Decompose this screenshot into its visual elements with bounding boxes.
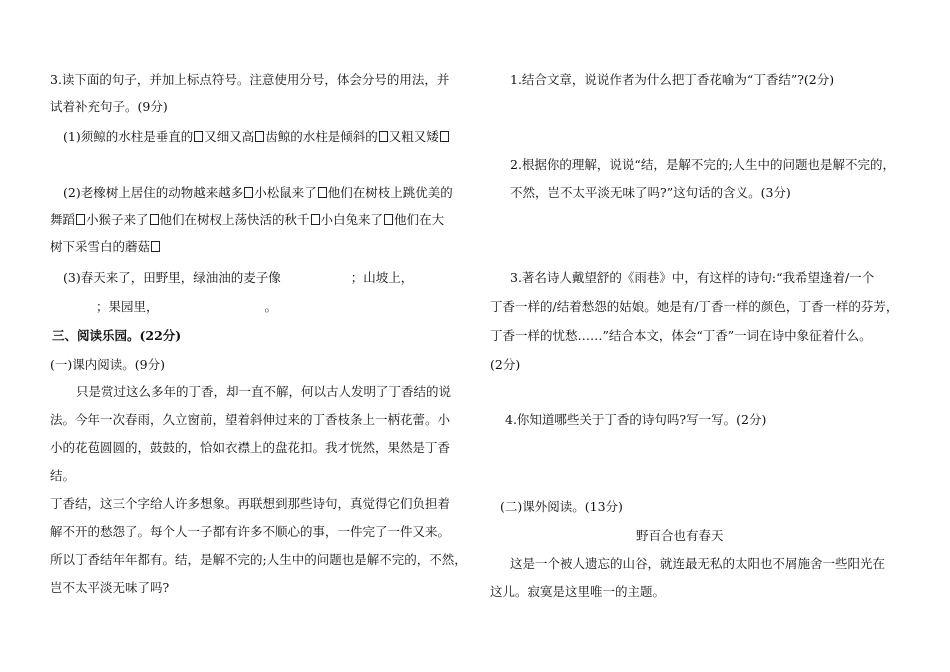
blank-box[interactable] xyxy=(244,187,253,198)
blank-box[interactable] xyxy=(255,131,264,142)
blank-box[interactable] xyxy=(194,131,203,142)
sentence-1 xyxy=(63,129,450,145)
passage-line: 解不开的愁怨了。每个人一子都有许多不顺心的事，一件完了一件又来。 xyxy=(50,524,451,539)
sentence-text: 树下采雪白的蘑菇 xyxy=(50,239,151,254)
question-1: 1.结合文章，说说作者为什么把丁香花喻为“丁香结”?(2分) xyxy=(510,72,835,87)
sentence-text: 舞蹈 xyxy=(50,212,76,227)
subsection-2-title: (二)课外阅读。(13分) xyxy=(500,499,623,514)
sentence-text: 又细又高 xyxy=(204,129,255,144)
sentence-text: 齿鲸的水柱是倾斜的 xyxy=(265,129,378,144)
blank-box[interactable] xyxy=(384,214,393,225)
sentence-text: 。 xyxy=(264,299,278,314)
sentence-2-line-2 xyxy=(50,212,444,228)
question-3-line-3: 丁香一样的忧愁……”结合本文，体会“丁香”一词在诗中象征着什么。 xyxy=(490,328,872,343)
question-2-line-2: 不然，岂不太平淡无味了吗?”这句话的含义。(3分) xyxy=(510,185,791,200)
sentence-text: 又粗又矮 xyxy=(388,129,439,144)
passage-line: 结。 xyxy=(50,468,76,483)
sentence-text: (1)须鲸的水柱是垂直的 xyxy=(63,129,194,144)
story-line: 这儿。寂寞是这里唯一的主题。 xyxy=(490,584,666,599)
sentence-text: 他们在树枝上跳优美的 xyxy=(327,185,453,200)
passage-line: 岂不太平淡无味了吗? xyxy=(50,580,170,595)
passage-line: 所以丁香结年年都有。结，是解不完的;人生中的问题也是解不完的，不然， xyxy=(50,552,467,567)
subsection-1-title: (一)课内阅读。(9分) xyxy=(50,357,165,372)
passage-line: 只是赏过这么多年的丁香，却一直不解，何以古人发明了丁香结的说 xyxy=(76,384,452,399)
sentence-2-line-1 xyxy=(63,185,453,201)
blank-box[interactable] xyxy=(311,214,320,225)
sentence-text: ；果园里， xyxy=(96,299,159,314)
sentence-text: 小松鼠来了 xyxy=(254,185,317,200)
sentence-3-line-2 xyxy=(96,299,277,315)
sentence-text: 小白兔来了 xyxy=(320,212,384,227)
blank-box[interactable] xyxy=(379,131,388,142)
sentence-2-line-3 xyxy=(50,239,161,255)
question-3-line-1: 3.著名诗人戴望舒的《雨巷》中，有这样的诗句:“我希望逢着/一个 xyxy=(510,270,875,285)
sentence-text: ；山坡上， xyxy=(350,270,414,285)
blank-box[interactable] xyxy=(318,187,327,198)
passage-line: 丁香结，这三个字给人许多想象。再联想到那些诗句，真觉得它们负担着 xyxy=(50,496,451,511)
story-line: 这是一个被人遗忘的山谷，就连最无私的太阳也不屑施舍一些阳光在 xyxy=(510,556,886,571)
sentence-text: 小猴子来了 xyxy=(86,212,149,227)
question-3-line-4: (2分) xyxy=(490,357,521,372)
question-3-title: 3.读下面的句子，并加上标点符号。注意使用分号，体会分号的用法，并 xyxy=(50,72,450,87)
question-3-title-cont: 试着补充句子。(9分) xyxy=(50,99,168,114)
sentence-text: 他们在树杈上荡快活的秋千 xyxy=(159,212,310,227)
passage-line: 法。今年一次春雨，久立窗前，望着斜伸过来的丁香枝条上一柄花蕾。小 xyxy=(50,412,451,427)
blank-box[interactable] xyxy=(76,214,85,225)
blank-box[interactable] xyxy=(151,241,160,252)
story-title: 野百合也有春天 xyxy=(636,528,724,543)
blank-box[interactable] xyxy=(150,214,159,225)
sentence-text: (3)春天来了，田野里，绿油油的麦子像 xyxy=(63,270,281,285)
question-2-line-1: 2.根据你的理解，说说“结，是解不完的;人生中的问题也是解不完的， xyxy=(510,157,896,172)
sentence-3-line-1 xyxy=(63,270,413,286)
blank-box[interactable] xyxy=(440,131,449,142)
question-4: 4.你知道哪些关于丁香的诗句吗?写一写。(2分) xyxy=(505,412,767,427)
sentence-text: 他们在大 xyxy=(394,212,445,227)
passage-line: 小的花苞圆圆的，鼓鼓的，恰如衣襟上的盘花扣。我才恍然，果然是丁香 xyxy=(50,440,451,455)
question-3-line-2: 丁香一样的/结着愁怨的姑娘。她是有/丁香一样的颜色，丁香一样的芬芳， xyxy=(490,299,899,314)
section-3-title: 三、阅读乐园。(22分) xyxy=(52,328,182,343)
sentence-text: (2)老橡树上居住的动物越来越多 xyxy=(63,185,244,200)
